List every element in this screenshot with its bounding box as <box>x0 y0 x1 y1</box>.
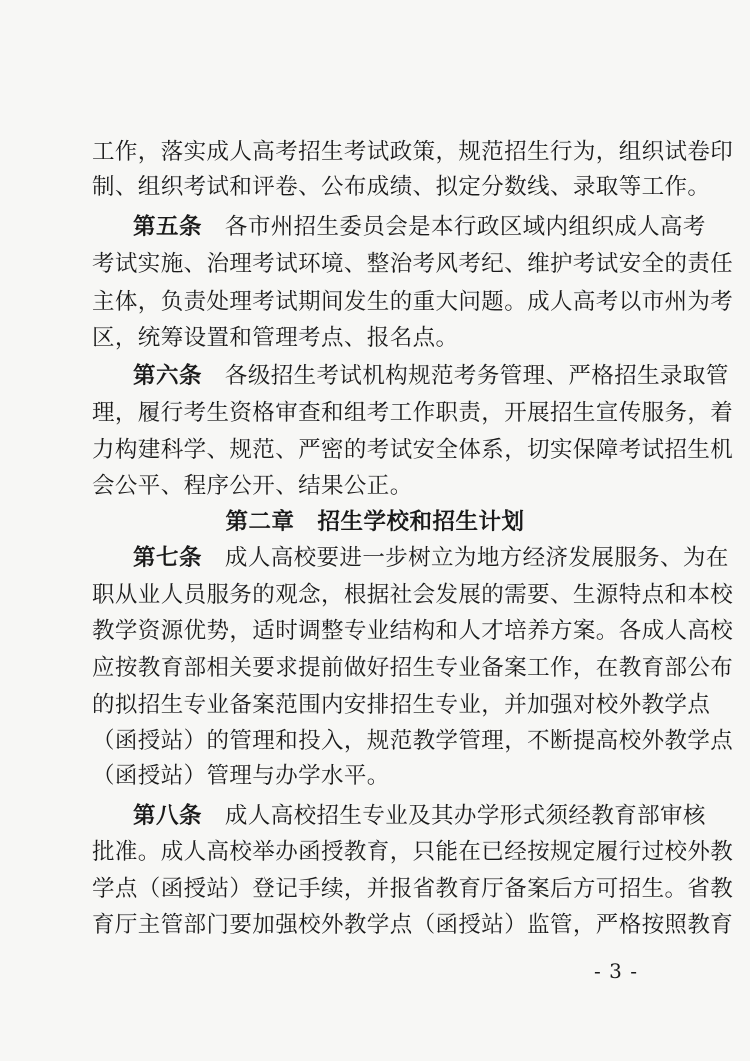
body-line: （函授站）管理与办学水平。 <box>92 763 390 789</box>
chapter-heading: 第二章 招生学校和招生计划 <box>225 509 525 535</box>
article-8-first-line <box>133 801 706 831</box>
article-7-heading: 第七条 <box>133 545 203 571</box>
body-line: 教学资源优势，适时调整专业结构和人才培养方案。各成人高校 <box>92 618 734 644</box>
article-5-heading: 第五条 <box>133 214 203 240</box>
article-7-first-line <box>133 543 729 573</box>
body-text: 各级招生考试机构规范考务管理、严格招生录取管 <box>224 363 729 389</box>
article-6-heading: 第六条 <box>133 363 203 389</box>
article-6-first-line <box>133 361 729 391</box>
body-line: （函授站）的管理和投入，规范教学管理，不断提高校外教学点 <box>92 728 734 754</box>
article-8-heading: 第八条 <box>133 803 203 829</box>
body-line: 育厅主管部门要加强校外教学点（函授站）监管，严格按照教育 <box>92 912 734 938</box>
body-line: 制、组织考试和评卷、公布成绩、拟定分数线、录取等工作。 <box>92 174 711 200</box>
body-line: 会公平、程序公开、结果公正。 <box>92 473 413 499</box>
body-line: 理，履行考生资格审查和组考工作职责，开展招生宣传服务，着 <box>92 400 734 426</box>
body-line: 力构建科学、规范、严密的考试安全体系，切实保障考试招生机 <box>92 437 734 463</box>
body-line: 区，统筹设置和管理考点、报名点。 <box>92 325 459 351</box>
body-line: 批准。成人高校举办函授教育，只能在已经按规定履行过校外教 <box>92 839 734 865</box>
body-line: 应按教育部相关要求提前做好招生专业备案工作，在教育部公布 <box>92 655 734 681</box>
body-line: 学点（函授站）登记手续，并报省教育厅备案后方可招生。省教 <box>92 876 734 902</box>
body-text: 各市州招生委员会是本行政区域内组织成人高考 <box>224 214 706 240</box>
body-text: 成人高校招生专业及其办学形式须经教育部审核 <box>224 803 706 829</box>
body-line: 主体，负责处理考试期间发生的重大问题。成人高考以市州为考 <box>92 289 734 315</box>
page-number: - 3 - <box>594 959 638 983</box>
body-line: 考试实施、治理考试环境、整治考风考纪、维护考试安全的责任 <box>92 251 734 277</box>
body-line: 的拟招生专业备案范围内安排招生专业，并加强对校外教学点 <box>92 692 711 718</box>
body-text: 成人高校要进一步树立为地方经济发展服务、为在 <box>224 545 729 571</box>
body-line: 工作，落实成人高考招生考试政策，规范招生行为，组织试卷印 <box>92 139 734 165</box>
body-line: 职从业人员服务的观念，根据社会发展的需要、生源特点和本校 <box>92 582 734 608</box>
article-5-first-line <box>133 212 706 242</box>
